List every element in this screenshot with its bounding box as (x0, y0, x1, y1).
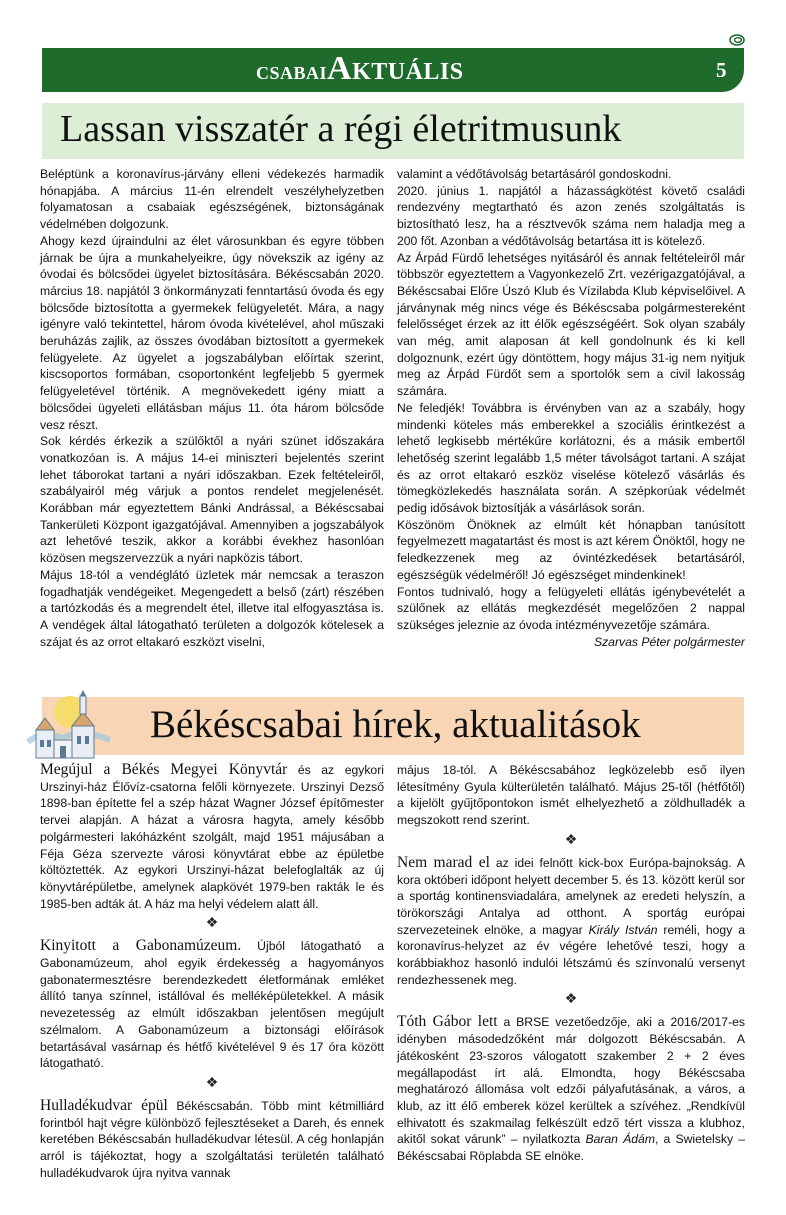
brand-big: Aktuális (327, 50, 464, 87)
news-continuation: május 18-tól. A Békéscsabához legközelebb eső ilyen létesítmény Gyula külterületén található. Május 25-től (hétfőtől) a kijelölt gyűjtőpontokon ismét elhelyezhető a zöldhulladék a megszokott rend szerint. (397, 763, 745, 828)
paragraph: Köszönöm Önöknek az elmúlt két hónapban tanúsított fegyelmezett magatartást és most is azt kérem Önöktől, hogy ne feledkezzenek meg az óvintézkedések betartásáról, egészségük védelméről! Jó egészséget mindenkinek! (397, 517, 745, 582)
paragraph: 2020. június 1. napjától a házasságkötést követő családi rendezvény megtartható és azon zenés szolgáltatás is biztosítható lesz, ha a résztvevők száma nem haladja meg a 200 főt. Azonban a védőtávolság betartása itt is kötelező. (397, 183, 745, 248)
separator-icon: ❖ (205, 914, 219, 931)
separator-icon: ❖ (564, 830, 578, 847)
paragraph: Ahogy kezd újraindulni az élet városunkban és egyre többen járnak be újra a munkahelyeikre, úgy növekszik az igény az óvodai és bölcsődei ügyelet biztosítására. Békéscsabán 2020. március 18. napjától 3 önkormányzati fenntartású óvoda és egy bölcsőde biztosította a gyermekek felügyeletét. Mára, a nagy igényre való tekintettel, három óvoda kivételével, ahol műszaki beruházás zajlik, az összes óvodában biztosított a gyermekek felügyelete. Az ügyelet a jogszabályban előírtak szerint, kiscsoportos formában, csoportonként legfeljebb 5 gyermek felügyeletével történik. A megnövekedett igény miatt a bölcsődei ügyeleti ellátásban május 11. óta három bölcsőde vesz részt. (40, 233, 384, 432)
church-logo-icon (22, 690, 122, 762)
news-column-right (397, 762, 745, 1165)
news-lead: Megújul a Békés Megyei Könyvtár (40, 761, 288, 778)
article-column-left (40, 166, 384, 650)
article-headline: Lassan visszatér a régi életritmusunk (60, 108, 622, 150)
news-item-kickbox (397, 855, 745, 989)
news-column-left (40, 762, 384, 1181)
news-text: Újból látogatható a Gabonamúzeum, ahol egyik érdekesség a hagyományos gabonatermesztésre berendezkedett életformának emléket állító tanya színnel, istállóval és melléképületekkel. A másik nevezetesség az elmúlt időszakban jelentősen megújult szélmalom. A Gabonamúzeum a biztonsági előírások betartásával vasárnap és hétfő kivételével 9 és 17 óra között látogatható. (40, 939, 384, 1071)
paragraph: Május 18-tól a vendéglátó üzletek már nemcsak a teraszon fogadhatják vendégeiket. Megengedett a belső (zárt) részében a tartózkodás és a megrendelt étel, illetve ital elfogyasztása is. A vendégek által látogatható területen a dolgozók kötelesek a szájat és az orrot eltakaró eszközt viselni, (40, 567, 384, 649)
section-title: Békéscsabai hírek, aktualitások (150, 703, 641, 746)
brand-small: csabai (256, 56, 328, 85)
news-item-museum (40, 938, 384, 1072)
person-name: Király István (588, 922, 658, 937)
paragraph: Beléptünk a koronavírus-járvány elleni védekezés harmadik hónapjába. A március 11-én elrendelt veszélyhelyzetben folyamatosan a csabaiak egészségének, biztonságának védelmében dolgozunk. (40, 167, 384, 232)
person-name: Baran Ádám (585, 1132, 655, 1147)
news-lead: Nem marad el (397, 853, 490, 871)
news-text: , a Swietelsky – Békéscsabai Röplabda SE elnöke. (397, 1132, 745, 1164)
author-signature: Szarvas Péter polgármester (593, 634, 745, 649)
paragraph: Fontos tudnivaló, hogy a felügyeleti ellátás igénybevételét a szülőnek az ellátás megkezdését megelőzően 2 nappal szükséges jeleznie az óvoda intézményvezetője számára. (397, 584, 745, 632)
news-text: Békéscsabán. Több mint kétmilliárd forintból hajt végre különböző fejlesztéseket a Dareh, és ennek keretében Békéscsabán hulladékudvar létesül. A cég honlapján arról is tájékoztat, hogy a szolgáltatási területén található hulladékudvarok újra nyitva vannak (40, 1098, 384, 1180)
paragraph: Ne feledjék! Továbbra is érvényben van az a szabály, hogy mindenki köteles más emberekkel a szociális érintkezést a lehető legkisebb mértékűre korlátozni, és a másik embertől lehetőség szerint legalább 1,5 méter távolságot tartani. A szájat és az orrot eltakaró eszköz viselése kötelező vásárlás és tömegközlekedés használata során. A szépkorúak védelmét pedig idősávok biztosítják a vásárlások során. (397, 400, 745, 516)
news-lead: Hulladékudvar épül (40, 1096, 168, 1114)
news-text: az idei felnőtt kick-box Európa-bajnokság. A kora októberi időpont helyett december 5. és 13. között kerül sor a sportág kontinensviadalára, amelynek az eredeti helyszín, a törökországi Antalya ad otthont. A sportág európai szervezeteinek elnöke, a magyar (397, 855, 745, 937)
paragraph: Sok kérdés érkezik a szülőktől a nyári szünet időszakára vonatkozóan is. A május 14-ei miniszteri bejelentés szerint lehet táborokat tartani a nyári időszakban. Ezek feltételeiről, szabályairól még várjuk a pontos rendelet megjelenését. Korábban már egyeztettem Bánki Andrással, a Békéscsabai Tankerületi Központ igazgatójával. Amennyiben a jogszabályok azt lehetővé teszik, akkor a korábbi évekhez hasonlóan közösen megszervezzük a nyári napközis tábort. (40, 434, 384, 566)
article-column-right (397, 166, 745, 650)
news-text: reméli, hogy a koronavírus-helyzet az év végére lehetővé teszi, hogy a korábbiakhoz hasonló indulói létszámú és színvonalú versenyt rendezhessenek meg. (397, 922, 745, 987)
news-item-coach (397, 1014, 745, 1164)
news-text: és az egykori Urszinyi-ház Élővíz-csatorna felőli környezete. Urszinyi Dezső 1898-ban építette fel a szép házat Wagner József építőmester tervei alapján. A házat a városra hagyta, amely később polgármesteri lakóházként szolgált, majd 1951 májusában a Féja Géza szervezte városi könyvtárat ebbe az épületbe költöztették. Az egykori Urszinyi-házat belefoglalták az új könyvtárépületbe, amelynek alapkövét 1979-ben rakták le és 1985-ben adták át. A ház ma helyi védelem alatt áll. (40, 763, 384, 911)
publication-title (256, 50, 464, 90)
swirl-logo-icon (729, 34, 745, 46)
news-lead: Kinyitott a Gabonamúzeum. (40, 937, 242, 955)
paragraph: valamint a védőtávolság betartásáról gondoskodni. (397, 167, 672, 181)
separator-icon: ❖ (564, 990, 578, 1007)
page-number: 5 (716, 58, 727, 82)
news-lead: Tóth Gábor lett (397, 1013, 498, 1031)
news-item-waste-yard (40, 1098, 384, 1182)
paragraph: Az Árpád Fürdő lehetséges nyitásáról és annak feltételeiről már többször egyeztettem a Vagyonkezelő Zrt. vezérigazgatójával, a Békéscsabai Előre Úszó Klub és Vízilabda Klub képviselőivel. A járványnak még nincs vége és Békéscsaba polgármestereként felelősséget érzek az itt élők egészségéért. Sok olyan szabály van még, amit alaposan át kell gondolnunk és ki kell dolgoznunk, ezért úgy döntöttem, hogy május 31-ig nem nyitjuk meg az Árpád Fürdőt sem a sportolók sem a civil lakosság számára. (397, 250, 745, 399)
news-item-library (40, 762, 384, 912)
news-text: a BRSE vezetőedzője, aki a 2016/2017-es idényben másodedzőként már dolgozott Békéscsabán. A játékosként 23-szoros válogatott szakember 2 + 2 éves megállapodást írt alá. Elmondta, hogy Békéscsaba meghatározó állomása volt edzői pályafutásának, a város, a klub, az itt élő emberek közel kerültek a szívéhez. „Rendkívül elhivatott és szakmailag felkészült edző tért vissza a klubhoz, akitől sokat várunk” – nyilatkozta (397, 1015, 746, 1147)
separator-icon: ❖ (205, 1073, 219, 1090)
